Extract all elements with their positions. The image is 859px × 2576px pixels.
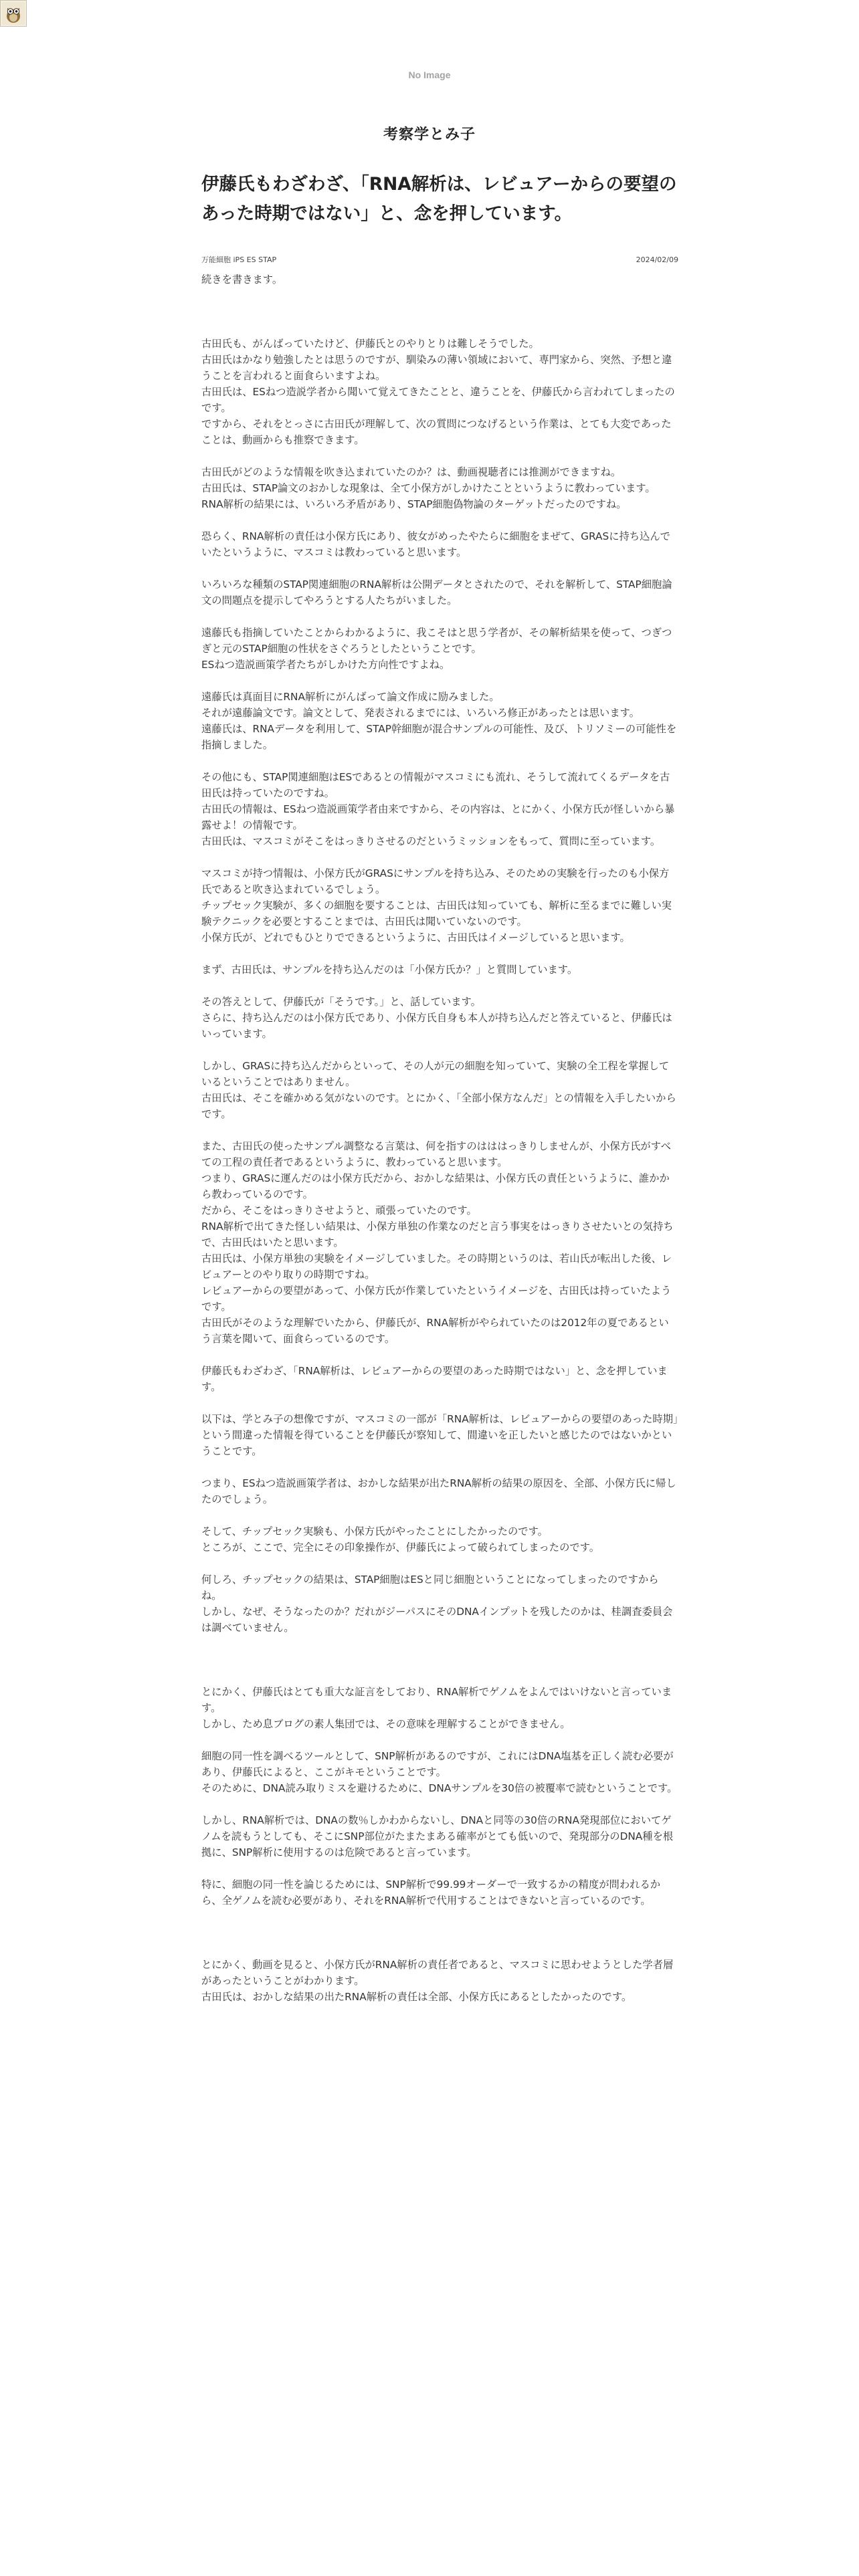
article-paragraph	[201, 1523, 678, 1555]
article-paragraph	[201, 1363, 678, 1395]
paragraph-gap	[201, 946, 678, 962]
paragraph-line: 遠藤氏も指摘していたことからわかるように、我こそはと思う学者が、その解析結果を使って、つぎつぎと元のSTAP細胞の性状をさぐろうとしたということです。	[201, 627, 672, 655]
paragraph-line: そのために、DNA読み取りミスを避けるために、DNAサンプルを30倍の被覆率で読むということです。	[201, 1782, 678, 1794]
paragraph-gap	[201, 1732, 678, 1748]
paragraph-gap	[201, 1347, 678, 1363]
article-paragraph	[201, 336, 678, 448]
paragraph-gap	[201, 1668, 678, 1684]
paragraph-line: 古田氏も、がんばっていたけど、伊藤氏とのやりとりは難しそうでした。	[201, 338, 539, 350]
paragraph-line: ところが、ここで、完全にその印象操作が、伊藤氏によって破られてしまったのです。	[201, 1541, 600, 1553]
article	[201, 170, 678, 2005]
paragraph-line: 古田氏がどのような情報を吹き込まれていたのか？は、動画視聴者には推測ができますね。	[201, 466, 622, 478]
paragraph-line: チップセック実験が、多くの細胞を要することは、古田氏は知っていても、解析に至るまでに難しい実験テクニックを必要とすることまでは、古田氏は聞いていないのです。	[201, 899, 672, 928]
paragraph-line: 細胞の同一性を調べるツールとして、SNP解析があるのですが、これにはDNA塩基を正しく読む必要があり、伊藤氏によると、ここがキモということです。	[201, 1750, 674, 1778]
article-paragraph	[201, 464, 678, 512]
paragraph-gap	[201, 512, 678, 528]
paragraph-line: 以下は、学とみ子の想像ですが、マスコミの一部が「RNA解析は、レビュアーからの要望のあった時期」という間違った情報を得ていることを伊藤氏が察知して、間違いを正したいと感じたのではないかということです。	[201, 1413, 678, 1457]
paragraph-gap	[201, 1941, 678, 1957]
article-paragraph	[201, 1475, 678, 1507]
article-paragraph	[201, 1411, 678, 1459]
paragraph-line: だから、そこをはっきりさせようと、頑張っていたのです。	[201, 1204, 477, 1216]
paragraph-line: いろいろな種類のSTAP関連細胞のRNA解析は公開データとされたので、それを解析して、STAP細胞論文の問題点を提示してやろうとする人たちがいました。	[201, 578, 672, 607]
paragraph-gap	[201, 560, 678, 576]
paragraph-line: 古田氏は、小保方単独の実験をイメージしていました。その時期というのは、若山氏が転出した後、レビュアーとのやり取りの時期ですね。	[201, 1253, 672, 1281]
article-paragraph	[201, 1572, 678, 1636]
paragraph-spacer	[201, 304, 678, 320]
article-paragraph	[201, 1748, 678, 1796]
article-paragraph	[201, 576, 678, 609]
blog-icon[interactable]	[0, 0, 27, 27]
article-paragraph	[201, 865, 678, 946]
paragraph-line: レビュアーからの要望があって、小保方氏が作業していたというイメージを、古田氏は持っていたようです。	[201, 1285, 672, 1313]
paragraph-line: 古田氏は、STAP論文のおかしな現象は、全て小保方がしかけたことというように教わっています。	[201, 482, 656, 494]
paragraph-line: ですから、それをとっさに古田氏が理解して、次の質問につなげるという作業は、とても大変であったことは、動画からも推察できます。	[201, 418, 672, 446]
article-body	[201, 272, 678, 2005]
category-link[interactable]: STAP	[258, 255, 277, 264]
paragraph-line: その他にも、STAP関連細胞はESであるとの情報がマスコミにも流れ、そうして流れてくるデータを古田氏は持っていたのですね。	[201, 771, 670, 799]
paragraph-line: そして、チップセック実験も、小保方氏がやったことにしたかったのです。	[201, 1525, 548, 1537]
paragraph-line: 古田氏は、おかしな結果の出たRNA解析の責任は全部、小保方氏にあるとしたかったのです。	[201, 1991, 632, 2003]
article-title: 伊藤氏もわざわざ、「RNA解析は、レビュアーからの要望のあった時期ではない」と、念を押しています。	[201, 174, 677, 224]
article-paragraph	[201, 1058, 678, 1122]
post-date: 2024/02/09	[636, 255, 678, 264]
article-paragraph	[201, 272, 678, 288]
category-list	[201, 254, 276, 265]
article-paragraph	[201, 528, 678, 560]
paragraph-line: 小保方氏が、どれでもひとりでできるというように、古田氏はイメージしていると思います。	[201, 932, 630, 944]
paragraph-gap	[201, 1122, 678, 1138]
paragraph-gap	[201, 1459, 678, 1475]
paragraph-gap	[201, 1636, 678, 1652]
paragraph-line: 古田氏がそのような理解でいたから、伊藤氏が、RNA解析がやられていたのは2012年の夏であるという言葉を聞いて、面食らっているのです。	[201, 1317, 669, 1345]
paragraph-gap	[201, 978, 678, 994]
paragraph-gap	[201, 609, 678, 625]
article-paragraph	[201, 625, 678, 673]
paragraph-gap	[201, 1796, 678, 1812]
paragraph-line: とにかく、伊藤氏はとても重大な証言をしており、RNA解析でゲノムをよんではいけないと言っています。	[201, 1686, 672, 1714]
paragraph-line: また、古田氏の使ったサンプル調整なる言葉は、何を指すのはははっきりしませんが、小保方氏がすべての工程の責任者であるというように、教わっていると思います。	[201, 1140, 671, 1168]
paragraph-line: しかし、なぜ、そうなったのか？だれがジーパスにそのDNAインプットを残したのかは、桂調査委員会は調べていません。	[201, 1606, 673, 1634]
paragraph-spacer	[201, 1652, 678, 1668]
category-link[interactable]: iPS	[233, 255, 245, 264]
paragraph-line: ESねつ造説画策学者たちがしかけた方向性ですよね。	[201, 659, 450, 671]
article-paragraph	[201, 1957, 678, 2005]
paragraph-line: しかし、RNA解析では、DNAの数％しかわからないし、DNAと同等の30倍のRNA発現部位においてゲノムを読もうとしても、そこにSNP部位がたまたまある確率がとても低いので、発現部分のDNA種を根拠に、SNP解析に使用するのは危険であると言っています。	[201, 1814, 674, 1858]
paragraph-line: 古田氏は、マスコミがそこをはっきりさせるのだというミッションをもって、質問に至っています。	[201, 835, 661, 847]
paragraph-line: 古田氏は、ESねつ造説学者から聞いて覚えてきたことと、違うことを、伊藤氏から言われてしまったのです。	[201, 386, 675, 414]
article-paragraph	[201, 1138, 678, 1347]
article-meta	[201, 254, 678, 265]
category-link[interactable]: ES	[246, 255, 256, 264]
paragraph-gap	[201, 753, 678, 769]
article-paragraph	[201, 689, 678, 753]
paragraph-line: 伊藤氏もわざわざ、「RNA解析は、レビュアーからの要望のあった時期ではない」と、念を押しています。	[201, 1365, 668, 1393]
paragraph-gap	[201, 1909, 678, 1925]
paragraph-gap	[201, 1555, 678, 1572]
paragraph-line: 続きを書きます。	[201, 274, 283, 286]
paragraph-gap	[201, 288, 678, 304]
paragraph-gap	[201, 1042, 678, 1058]
paragraph-line: RNA解析で出てきた怪しい結果は、小保方単独の作業なのだと言う事実をはっきりさせたいとの気持ちで、古田氏はいたと思います。	[201, 1220, 674, 1249]
paragraph-line: さらに、持ち込んだのは小保方氏であり、小保方氏自身も本人が持ち込んだと答えていると、伊藤氏はいっています。	[201, 1012, 672, 1040]
paragraph-line: 古田氏はかなり勉強したとは思うのですが、馴染みの薄い領域において、専門家から、突然、予想と違うことを言われると面食らいますよね。	[201, 354, 672, 382]
paragraph-line: 古田氏は、そこを確かめる気がないのです。とにかく、「全部小保方なんだ」との情報を入手したいからです。	[201, 1092, 676, 1120]
category-link[interactable]: 万能細胞	[201, 255, 231, 264]
paragraph-line: しかし、ため息ブログの素人集団では、その意味を理解することができません。	[201, 1718, 571, 1730]
article-paragraph	[201, 1684, 678, 1732]
article-paragraph	[201, 1876, 678, 1909]
article-paragraph	[201, 1812, 678, 1860]
paragraph-line: とにかく、動画を見ると、小保方氏がRNA解析の責任者であると、マスコミに思わせようとした学者層があったということがわかります。	[201, 1959, 674, 1987]
owl-icon	[2, 2, 25, 25]
paragraph-gap	[201, 673, 678, 689]
paragraph-gap	[201, 849, 678, 865]
article-paragraph	[201, 769, 678, 849]
paragraph-gap	[201, 1860, 678, 1876]
paragraph-line: RNA解析の結果には、いろいろ矛盾があり、STAP細胞偽物論のターゲットだったのですね。	[201, 498, 627, 510]
paragraph-spacer	[201, 1925, 678, 1941]
paragraph-line: 遠藤氏は、RNAデータを利用して、STAP幹細胞が混合サンプルの可能性、及び、トリソミーの可能性を指摘しました。	[201, 723, 677, 751]
article-paragraph	[201, 994, 678, 1042]
paragraph-line: それが遠藤論文です。論文として、発表されるまでには、いろいろ修正があったとは思います。	[201, 707, 640, 719]
header-image-placeholder: No Image	[408, 70, 451, 80]
paragraph-line: つまり、ESねつ造説画策学者は、おかしな結果が出たRNA解析の結果の原因を、全部、小保方氏に帰したのでしょう。	[201, 1477, 676, 1505]
paragraph-gap	[201, 1507, 678, 1523]
paragraph-gap	[201, 320, 678, 336]
paragraph-line: 恐らく、RNA解析の責任は小保方氏にあり、彼女がめったやたらに細胞をまぜて、GRASに持ち込んでいたというように、マスコミは教わっていると思います。	[201, 530, 670, 558]
paragraph-line: その答えとして、伊藤氏が「そうです。」と、話しています。	[201, 996, 481, 1008]
paragraph-line: 遠藤氏は真面目にRNA解析にがんばって論文作成に励みました。	[201, 691, 500, 703]
paragraph-line: つまり、GRASに運んだのは小保方氏だから、おかしな結果は、小保方氏の責任というように、誰かから教わっているのです。	[201, 1172, 670, 1200]
article-paragraph	[201, 962, 678, 978]
paragraph-gap	[201, 1395, 678, 1411]
paragraph-gap	[201, 448, 678, 464]
paragraph-line: 特に、細胞の同一性を論じるためには、SNP解析で99.99オーダーで一致するかの精度が問われるから、全ゲノムを読む必要があり、それをRNA解析で代用することはできないと言っているのです。	[201, 1879, 661, 1907]
paragraph-line: まず、古田氏は、サンプルを持ち込んだのは「小保方氏か？」と質問しています。	[201, 964, 578, 976]
paragraph-line: マスコミが持つ情報は、小保方氏がGRASにサンプルを持ち込み、そのための実験を行ったのも小保方氏であると吹き込まれているでしょう。	[201, 867, 670, 895]
paragraph-line: 古田氏の情報は、ESねつ造説画策学者由来ですから、その内容は、とにかく、小保方氏が怪しいから暴露せよ！の情報です。	[201, 803, 675, 831]
blog-title[interactable]: 考察学とみ子	[383, 126, 476, 143]
paragraph-line: しかし、GRASに持ち込んだからといって、その人が元の細胞を知っていて、実験の全工程を掌握しているということではありません。	[201, 1060, 670, 1088]
paragraph-line: 何しろ、チップセックの結果は、STAP細胞はESと同じ細胞ということになってしまったのですからね。	[201, 1574, 659, 1602]
